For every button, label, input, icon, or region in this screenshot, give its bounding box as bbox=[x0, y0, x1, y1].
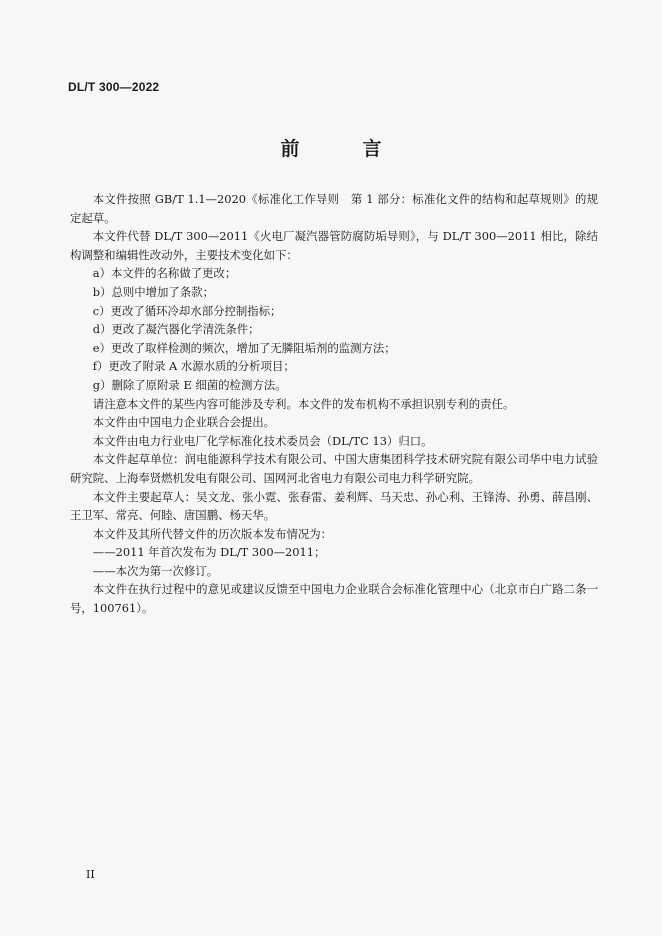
history-item: ——本次为第一次修订。 bbox=[92, 563, 219, 578]
foreword-body bbox=[70, 190, 598, 618]
history-item: ——2011 年首次发布为 DL/T 300—2011； bbox=[92, 545, 326, 560]
page-title: 前 言 bbox=[280, 138, 404, 160]
list-item: c）更改了循环冷却水部分控制指标； bbox=[92, 303, 282, 318]
paragraph-feedback: 本文件在执行过程中的意见或建议反馈至中国电力企业联合会标准化管理中心（北京市白广路二条一号，100761）。 bbox=[70, 582, 598, 616]
paragraph-drafting-units: 本文件起草单位：润电能源科学技术有限公司、中国大唐集团科学技术研究院有限公司华中电力试验研究院、上海奉贤燃机发电有限公司、国网河北省电力有限公司电力科学研究院。 bbox=[70, 452, 598, 485]
paragraph-history-intro: 本文件及其所代替文件的历次版本发布情况为： bbox=[92, 526, 333, 541]
list-item: e）更改了取样检测的频次，增加了无膦阻垢剂的监测方法； bbox=[92, 340, 396, 355]
paragraph-patent-notice: 请注意本文件的某些内容可能涉及专利。本文件的发布机构不承担识别专利的责任。 bbox=[92, 396, 515, 411]
list-item: a）本文件的名称做了更改； bbox=[92, 266, 237, 281]
list-item: g）删除了原附录 E 细菌的检测方法。 bbox=[92, 377, 287, 392]
list-item: d）更改了凝汽器化学清洗条件； bbox=[92, 322, 260, 337]
paragraph-committee: 本文件由电力行业电厂化学标准化技术委员会（DL/TC 13）归口。 bbox=[92, 433, 433, 448]
document-code: DL/T 300—2022 bbox=[68, 80, 160, 94]
paragraph-replacement: 本文件代替 DL/T 300—2011《火电厂凝汽器管防腐防垢导则》，与 DL/T 300—2011 相比，除结构调整和编辑性改动外，主要技术变化如下： bbox=[70, 229, 598, 262]
paragraph-proposer: 本文件由中国电力企业联合会提出。 bbox=[92, 415, 276, 430]
page-number: II bbox=[86, 868, 95, 881]
list-item: b）总则中增加了条款； bbox=[92, 284, 214, 299]
paragraph-drafting-rules: 本文件按照 GB/T 1.1—2020《标准化工作导则 第 1 部分：标准化文件的结构和起草规则》的规定起草。 bbox=[70, 192, 598, 225]
list-item: f）更改了附录 A 水源水质的分析项目； bbox=[92, 359, 295, 374]
paragraph-drafters: 本文件主要起草人：吴文龙、张小霓、张春雷、姜利辉、马天忠、孙心利、王锋涛、孙勇、薛昌刚、王卫军、常亮、何睦、唐国鹏、杨天华。 bbox=[70, 489, 598, 523]
